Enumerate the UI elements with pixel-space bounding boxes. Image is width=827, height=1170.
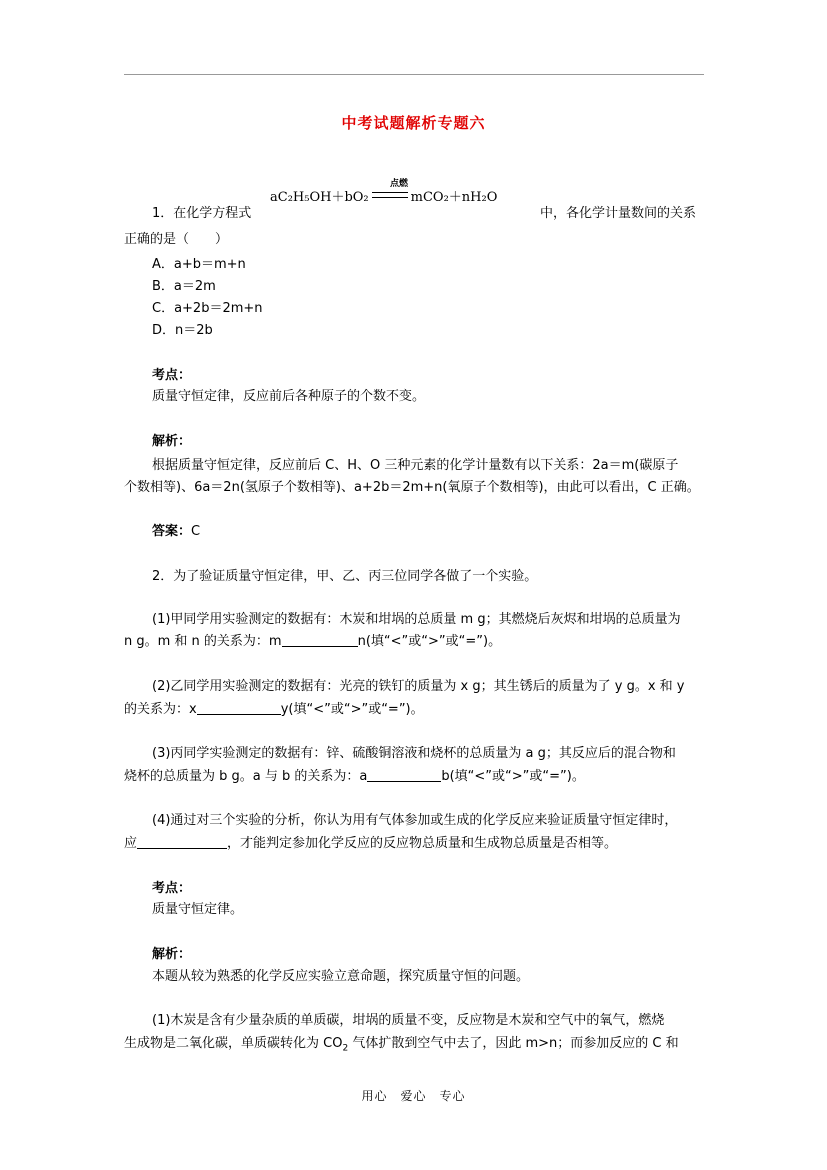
q1-option-c: C．a+2b＝2m+n [152,301,263,316]
q1-stem-line2: 正确的是（ ） [124,232,229,247]
q2-stem: 2．为了验证质量守恒定律，甲、乙、丙三位同学各做了一个实验。 [152,569,538,584]
q2-p3-line1: (3)丙同学实验测定的数据有：锌、硫酸铜溶液和烧杯的总质量为 a g；其反应后的混合物和 [152,746,676,761]
q2-a1-line2 [124,1035,679,1058]
q2-a1-subscript: 2 [342,1043,349,1054]
q2-a1-text-a: 生成物是二氧化碳，单质碳转化为 CO [124,1036,343,1051]
equation-condition: 点燃 [390,179,409,189]
q2-p1-blank[interactable] [282,633,358,647]
q2-p1-line2 [124,633,501,651]
q2-p3-text-b: b(填“<”或“>”或“=”)。 [441,769,585,784]
page-title: 中考试题解析专题六 [341,114,486,132]
q1-stem-before: 1．在化学方程式 [152,206,252,221]
q1-jiexi-label: 解析： [152,434,192,449]
header-rule [124,74,704,75]
q2-p3-line2 [124,768,585,786]
q1-option-a: A．a+b＝m+n [152,257,246,272]
q2-p4-blank[interactable] [137,835,227,849]
q2-p3-text-a: 烧杯的总质量为 b g。a 与 b 的关系为：a [124,769,368,784]
q1-kaodian: 质量守恒定律，反应前后各种原子的个数不变。 [152,389,426,404]
q2-p2-line2 [124,701,424,719]
q1-jiexi-line1: 根据质量守恒定律，反应前后 C、H、O 三种元素的化学计量数有以下关系：2a＝m(碳原子 [152,458,679,473]
q2-p3-blank[interactable] [367,768,441,782]
q2-p4-line2 [124,835,617,853]
q2-p2-line1: (2)乙同学用实验测定的数据有：光亮的铁钉的质量为 x g；其生锈后的质量为了 y g。x 和 y [152,679,685,694]
q1-answer-value: C [191,524,201,539]
q2-kaodian: 质量守恒定律。 [152,902,244,917]
q2-p1-text-b: n(填“<”或“>”或“=”)。 [357,634,502,649]
q2-p2-text-a: 的关系为：x [124,702,197,717]
q2-jiexi-label: 解析： [152,947,192,962]
chemical-equation [270,179,498,205]
q2-p2-blank[interactable] [197,701,281,715]
q2-p2-text-b: y(填“<”或“>”或“=”)。 [280,702,424,717]
equation-rhs: mCO₂＋nH₂O [410,190,498,205]
equation-lhs: aC₂H₅OH＋bO₂ [270,190,369,205]
equation-arrow [372,192,408,198]
q2-p4-line1: (4)通过对三个实验的分析，你认为用有气体参加或生成的化学反应来验证质量守恒定律时， [152,813,678,828]
page-footer: 用心 爱心 专心 [361,1089,466,1103]
q2-p4-text-a: 应 [124,836,138,851]
q1-option-b: B．a＝2m [152,279,216,294]
q1-kaodian-label: 考点： [152,368,192,383]
q2-a1-text-b: 气体扩散到空气中去了，因此 m>n；而参加反应的 C 和 [348,1036,679,1051]
q2-jiexi: 本题从较为熟悉的化学反应实验立意命题，探究质量守恒的问题。 [152,969,530,984]
q1-answer [152,523,200,541]
q2-p1-line1: (1)甲同学用实验测定的数据有：木炭和坩埚的总质量 m g；其燃烧后灰烬和坩埚的总质量为 [152,612,681,627]
q1-answer-label: 答案： [152,524,192,539]
q1-stem-after: 中，各化学计量数间的关系 [540,206,697,221]
q2-p1-text-a: n g。m 和 n 的关系为：m [124,634,282,649]
q2-kaodian-label: 考点： [152,881,192,896]
q2-a1-line1: (1)木炭是含有少量杂质的单质碳，坩埚的质量不变，反应物是木炭和空气中的氧气，燃烧 [152,1013,665,1028]
q1-jiexi-line2: 个数相等)、6a＝2n(氢原子个数相等)、a+2b＝2m+n(氧原子个数相等)，由此可以看出，C 正确。 [124,480,700,495]
q1-option-d: D．n＝2b [152,323,213,338]
q2-p4-text-b: ，才能判定参加化学反应的反应物总质量和生成物总质量是否相等。 [227,836,618,851]
